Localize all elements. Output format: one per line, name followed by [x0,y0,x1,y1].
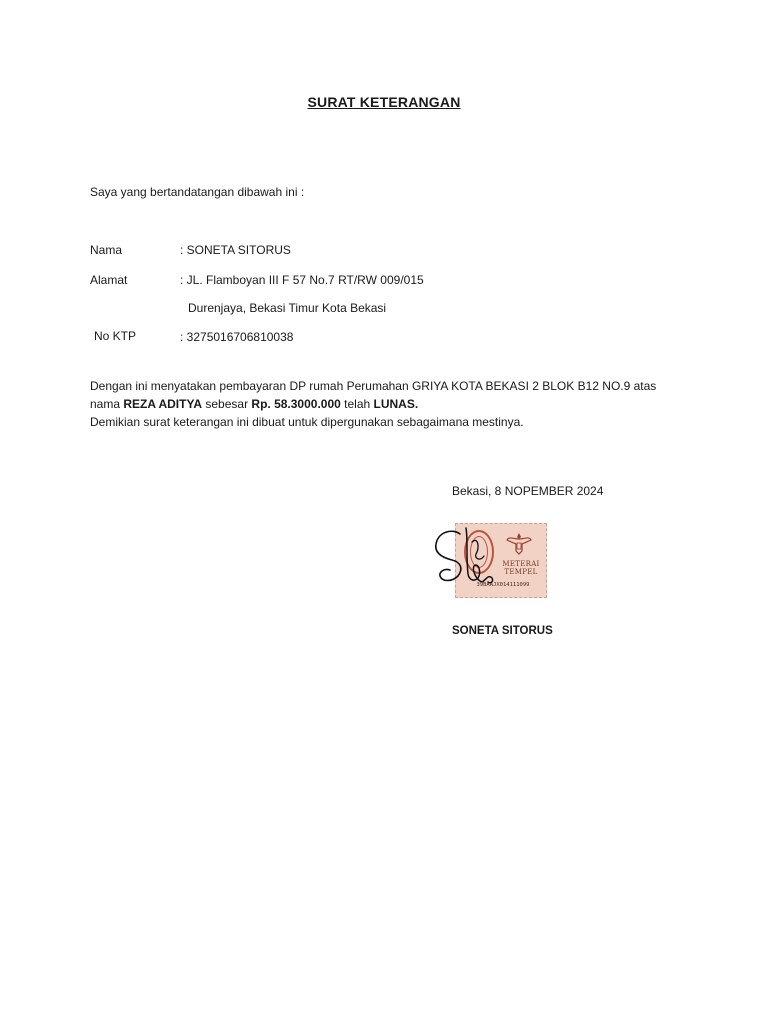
stamp-seal-inner [470,536,488,568]
payment-amount: Rp. 58.3000.000 [251,397,341,411]
intro-text: Saya yang bertandatangan dibawah ini : [90,185,305,199]
line2-mid2: telah [340,397,374,411]
ktp-value: : 3275016706810038 [180,330,294,344]
alamat-label: Alamat [90,273,128,287]
alamat-value-line2: Durenjaya, Bekasi Timur Kota Bekasi [188,301,387,315]
garuda-emblem-icon [506,531,532,555]
payer-name: REZA ADITYA [123,397,203,411]
line2-mid: sebesar [202,397,252,411]
statement-line-2 [90,395,690,413]
stamp-label [494,560,547,576]
signer-name: SONETA SITORUS [452,625,553,637]
nama-label: Nama [90,243,123,257]
line2-prefix: nama [90,397,124,411]
stamp-label-line1: METERAI [502,560,540,568]
alamat-value-line1: : JL. Flamboyan III F 57 No.7 RT/RW 009/015 [180,273,424,287]
place-date: Bekasi, 8 NOPEMBER 2024 [452,484,604,498]
nama-value: : SONETA SITORUS [180,243,291,257]
meterai-stamp [455,523,547,598]
statement-line-3: Demikian surat keterangan ini dibuat untuk dipergunakan sebagaimana mestinya. [90,415,524,429]
statement-paragraph [90,377,690,431]
statement-line-1: Dengan ini menyatakan pembayaran DP rumah Perumahan GRIYA KOTA BEKASI 2 BLOK B12 NO.9 atas [90,379,657,393]
ktp-label: No KTP [94,329,137,343]
document-title: SURAT KETERANGAN [307,94,461,110]
stamp-label-line2: TEMPEL [504,568,538,576]
payment-status: LUNAS. [373,397,419,411]
stamp-serial: 39BAAJX014111099 [476,582,530,588]
